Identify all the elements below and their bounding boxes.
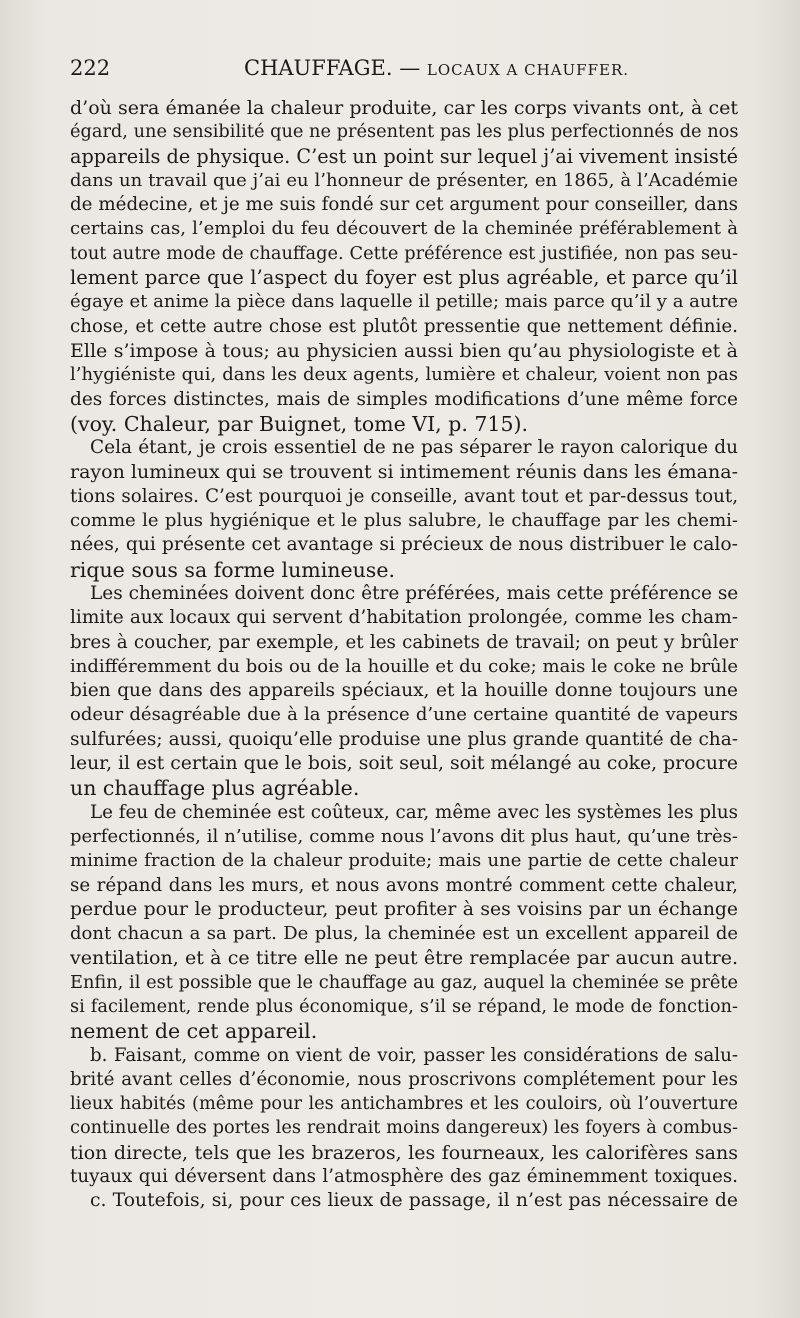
- text-line: nées, qui présente cet avantage si précieux de nous distribuer le calo-: [70, 534, 738, 556]
- text-line: dont chacun a sa part. De plus, la cheminée est un excellent appareil de: [70, 923, 738, 945]
- text-line: rayon lumineux qui se trouvent si intimement réunis dans les émana-: [70, 461, 738, 484]
- running-head-dash: —: [399, 56, 421, 80]
- text-line: leur, il est certain que le bois, soit seul, soit mélangé au coke, procure: [70, 753, 738, 775]
- text-line: perdue pour le producteur, peut profiter à ses voisins par un échange: [70, 898, 738, 920]
- text-line: de médecine, et je me suis fondé sur cet argument pour conseiller, dans: [70, 194, 738, 216]
- text-line: tions solaires. C’est pourquoi je conseille, avant tout et par-dessus tout,: [70, 485, 738, 507]
- text-line: nement de cet appareil.: [70, 1019, 318, 1044]
- text-line: tuyaux qui déversent dans l’atmosphère des gaz éminemment toxiques.: [70, 1166, 738, 1188]
- page-header: [70, 56, 738, 86]
- text-line: se répand dans les murs, et nous avons montré comment cette chaleur,: [70, 874, 738, 896]
- text-line: des forces distinctes, mais de simples modifications d’une même force: [70, 388, 738, 410]
- text-line: Le feu de cheminée est coûteux, car, même avec les systèmes les plus: [90, 801, 738, 823]
- text-line: odeur désagréable due à la présence d’une certaine quantité de vapeurs: [70, 704, 738, 726]
- text-line: comme le plus hygiénique et le plus salubre, le chauffage par les chemi-: [70, 510, 738, 532]
- page-number: 222: [70, 56, 111, 80]
- text-line: rique sous sa forme lumineuse.: [70, 557, 395, 582]
- text-line: bien que dans des appareils spéciaux, et la houille donne toujours une: [70, 680, 738, 702]
- text-line: appareils de physique. C’est un point sur lequel j’ai vivement insisté: [70, 144, 738, 168]
- text-line: un chauffage plus agréable.: [70, 776, 360, 801]
- text-line: sulfurées; aussi, quoiqu’elle produise une plus grande quantité de cha-: [70, 728, 738, 750]
- text-line: limite aux locaux qui servent d’habitation prolongée, comme les cham-: [70, 607, 738, 629]
- text-line: Enfin, il est possible que le chauffage au gaz, auquel la cheminée se prête: [70, 972, 738, 993]
- text-line: ventilation, et à ce titre elle ne peut être remplacée par aucun autre.: [70, 947, 738, 970]
- text-line: b. Faisant, comme on vient de voir, passer les considérations de salu-: [90, 1044, 738, 1066]
- text-line: lement parce que l’aspect du foyer est plus agréable, et parce qu’il: [70, 266, 738, 290]
- text-line: Cela étant, je crois essentiel de ne pas séparer le rayon calorique du: [90, 437, 738, 459]
- text-line: c. Toutefois, si, pour ces lieux de passage, il n’est pas nécessaire de: [90, 1190, 738, 1212]
- text-line: continuelle des portes les rendrait moins dangereux) les foyers à combus-: [70, 1118, 738, 1139]
- text-line: lieux habités (même pour les antichambres et les couloirs, où l’ouverture: [70, 1094, 738, 1115]
- text-line: Les cheminées doivent donc être préférées, mais cette préférence se: [90, 582, 738, 604]
- text-line: égaye et anime la pièce dans laquelle il petille; mais parce qu’il y a autre: [70, 291, 738, 313]
- text-line: chose, et cette autre chose est plutôt pressentie que nettement définie.: [70, 315, 738, 337]
- text-line: tion directe, tels que les brazeros, les fourneaux, les calorifères sans: [70, 1141, 738, 1164]
- text-line: tout autre mode de chauffage. Cette préférence est justifiée, non pas seu-: [70, 243, 738, 264]
- running-head: [244, 56, 629, 80]
- text-line: Elle s’impose à tous; au physicien aussi bien qu’au physiologiste et à: [70, 339, 738, 362]
- running-head-section: LOCAUX A CHAUFFER.: [426, 61, 630, 79]
- text-line: dans un travail que j’ai eu l’honneur de présenter, en 1865, à l’Académie: [70, 169, 738, 191]
- text-line: d’où sera émanée la chaleur produite, car les corps vivants ont, à cet: [70, 97, 738, 119]
- text-line: indifféremment du bois ou de la houille et du coke; mais le coke ne brûle: [70, 655, 738, 677]
- text-line: égard, une sensibilité que ne présentent pas les plus perfectionnés de nos: [70, 122, 738, 143]
- text-line: perfectionnés, il n’utilise, comme nous l’avons dit plus haut, qu’une très-: [70, 825, 738, 847]
- text-line: bres à coucher, par exemple, et les cabinets de travail; on peut y brûler: [70, 631, 738, 653]
- text-line: minime fraction de la chaleur produite; mais une partie de cette chaleur: [70, 850, 738, 872]
- running-head-title: CHAUFFAGE.: [244, 56, 393, 80]
- text-line: brité avant celles d’économie, nous proscrivons complétement pour les: [70, 1068, 738, 1090]
- page-body-text: [70, 96, 738, 1214]
- text-line: (voy. Chaleur, par Buignet, tome VI, p. 715).: [70, 411, 529, 436]
- text-line: certains cas, l’emploi du feu découvert de la cheminée préférablement à: [70, 218, 738, 240]
- text-line: si facilement, rende plus économique, s’il se répand, le mode de fonction-: [70, 996, 738, 1017]
- text-line: l’hygiéniste qui, dans les deux agents, lumière et chaleur, voient non pas: [70, 364, 738, 386]
